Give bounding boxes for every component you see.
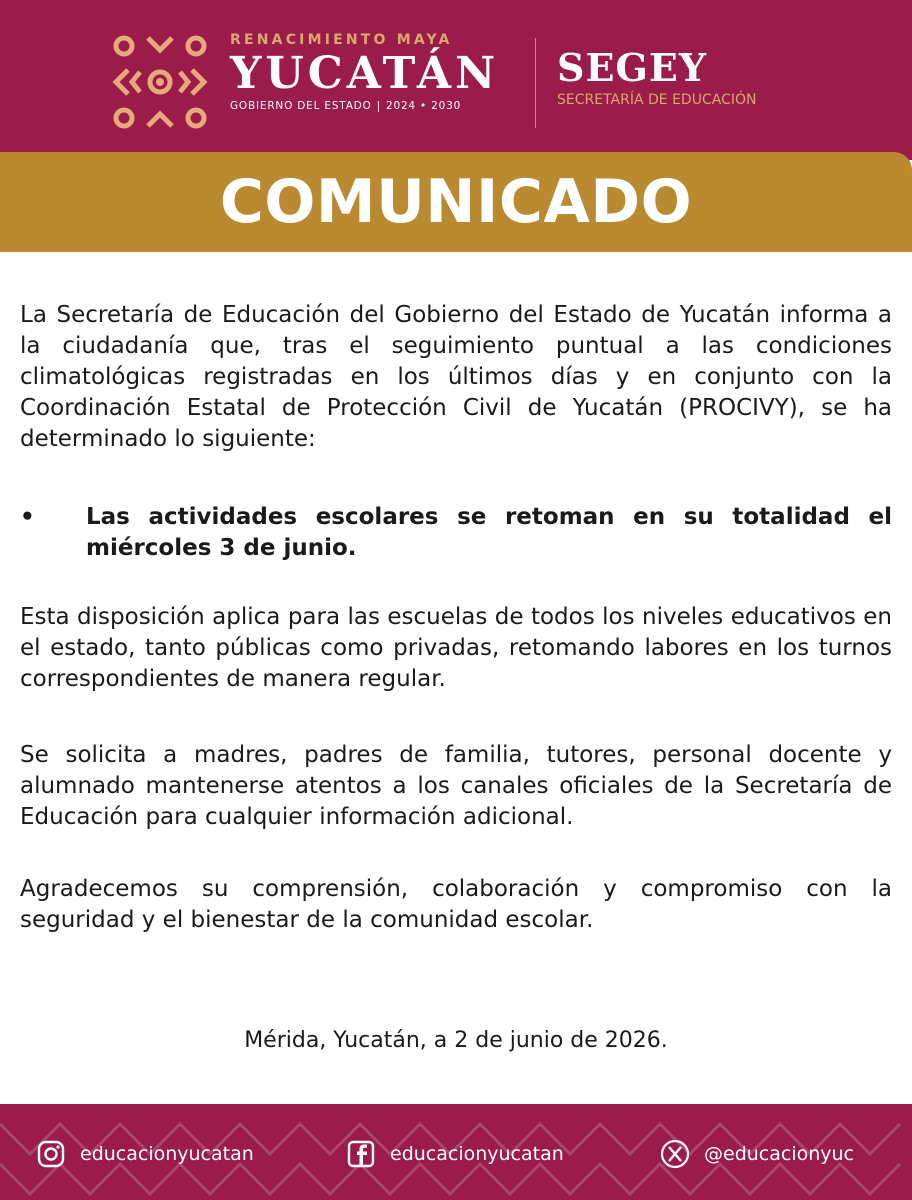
logo-subtitle: GOBIERNO DEL ESTADO | 2024 • 2030: [230, 100, 462, 112]
bullet-item: [20, 502, 892, 564]
x-icon: [660, 1139, 690, 1169]
agency-title: SEGEY: [557, 45, 707, 90]
paragraph-request: Se solicita a madres, padres de familia, tutores, personal docente y alumnado mantenerse atentos a los canales oficiales de la Secretaría de Educación para cualquier información adicional.: [20, 742, 892, 830]
paragraph-scope: Esta disposición aplica para las escuelas de todos los niveles educativos en el estado, tanto públicas como privadas, retomando labores en los turnos correspondientes de manera regular.: [20, 604, 892, 692]
logo-tagline: RENACIMIENTO MAYA: [230, 32, 453, 48]
bullet-marker: •: [20, 504, 35, 530]
banner-title: COMUNICADO: [219, 167, 693, 237]
social-instagram[interactable]: [36, 1136, 254, 1172]
yucatan-logo-icon: [108, 34, 212, 130]
comunicado-banner: [0, 152, 912, 252]
social-facebook[interactable]: [346, 1136, 564, 1172]
instagram-icon: [36, 1139, 66, 1169]
government-label: GOBIERNO DEL ESTADO: [230, 100, 372, 112]
state-name: YUCATÁN: [230, 48, 500, 99]
header: [0, 0, 912, 160]
facebook-handle[interactable]: educacionyucatan: [390, 1143, 564, 1165]
logo-wordmark: [230, 32, 510, 112]
instagram-handle[interactable]: educacionyucatan: [80, 1143, 254, 1165]
paragraph-intro: La Secretaría de Educación del Gobierno del Estado de Yucatán informa a la ciudadanía que, tras el seguimiento puntual a las condiciones climatológicas registradas en los últimos días y en conjunto con la Coordinación Estatal de Protección Civil de Yucatán (PROCIVY), se ha determinado lo siguiente:: [20, 302, 892, 452]
period-label: 2024 • 2030: [385, 100, 462, 112]
date-line: Mérida, Yucatán, a 2 de junio de 2026.: [244, 1028, 668, 1053]
bullet-text: Las actividades escolares se retoman en su totalidad el miércoles 3 de junio.: [86, 504, 892, 561]
x-handle[interactable]: @educacionyuc: [704, 1143, 855, 1165]
agency-block: [557, 46, 756, 108]
agency-subtitle: SECRETARÍA DE EDUCACIÓN: [557, 92, 757, 108]
facebook-icon: [346, 1139, 376, 1169]
header-divider: [535, 38, 536, 128]
paragraph-thanks: Agradecemos su comprensión, colaboración y compromiso con la seguridad y el bienestar de la comunidad escolar.: [20, 876, 892, 933]
social-x[interactable]: [660, 1136, 854, 1172]
